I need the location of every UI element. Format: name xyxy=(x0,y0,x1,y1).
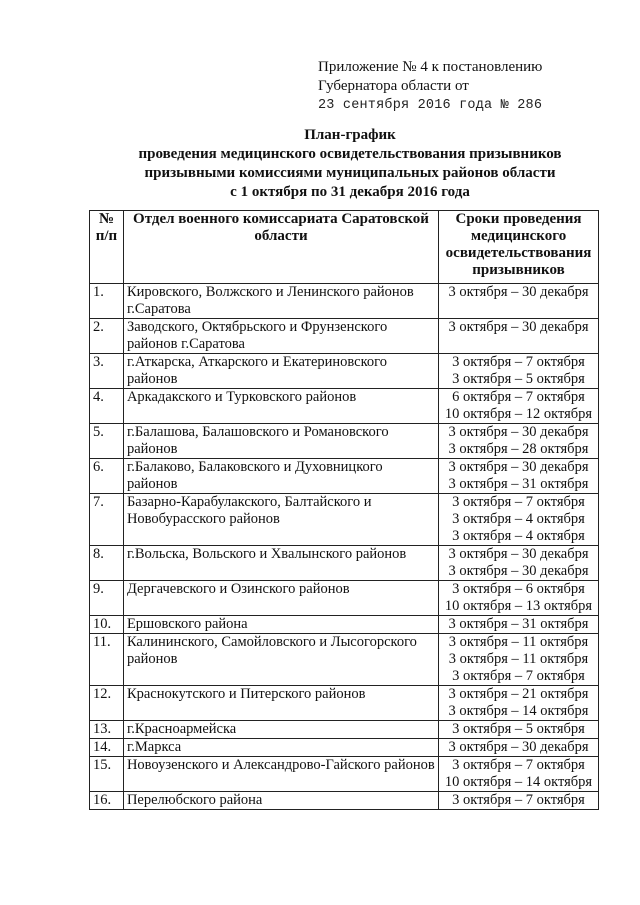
date-range: 3 октября – 21 октября xyxy=(448,686,589,702)
table-row xyxy=(90,284,599,319)
date-range: 3 октября – 30 декабря xyxy=(448,739,589,755)
date-range: 10 октября – 14 октября xyxy=(444,774,593,790)
row-number: 16. xyxy=(90,792,124,810)
row-dates xyxy=(439,721,599,739)
table-row xyxy=(90,459,599,494)
row-dates xyxy=(439,686,599,721)
date-range: 3 октября – 14 октября xyxy=(448,703,589,719)
table-row xyxy=(90,546,599,581)
table-row xyxy=(90,686,599,721)
header-department: Отдел военного комиссариата Саратовской области xyxy=(123,211,438,284)
date-range: 3 октября – 28 октября xyxy=(448,441,589,457)
row-dates xyxy=(439,494,599,546)
row-number: 7. xyxy=(90,494,124,546)
row-number: 3. xyxy=(90,354,124,389)
table-row xyxy=(90,581,599,616)
date-range: 10 октября – 12 октября xyxy=(444,406,593,422)
date-range: 3 октября – 30 декабря xyxy=(448,563,589,579)
date-range: 3 октября – 6 октября xyxy=(452,581,585,597)
header-date-line: 23 сентября 2016 года № 286 xyxy=(318,98,543,113)
date-range: 3 октября – 30 декабря xyxy=(448,424,589,440)
row-dates xyxy=(439,616,599,634)
date-range: 3 октября – 7 октября xyxy=(452,494,585,510)
table-row xyxy=(90,739,599,757)
row-department: г.Аткарска, Аткарского и Екатериновского районов xyxy=(123,354,438,389)
date-range: 3 октября – 4 октября xyxy=(452,528,585,544)
row-number: 6. xyxy=(90,459,124,494)
row-dates xyxy=(439,389,599,424)
row-department: Кировского, Волжского и Ленинского районов г.Саратова xyxy=(123,284,438,319)
date-range: 3 октября – 5 октября xyxy=(452,371,585,387)
row-number: 1. xyxy=(90,284,124,319)
table-row xyxy=(90,319,599,354)
title-line-4: с 1 октября по 31 декабря 2016 года xyxy=(230,184,470,200)
document-title xyxy=(70,126,630,202)
table-row xyxy=(90,389,599,424)
row-department: г.Балаково, Балаковского и Духовницкого районов xyxy=(123,459,438,494)
row-dates xyxy=(439,546,599,581)
row-department: г.Маркса xyxy=(123,739,438,757)
row-number: 13. xyxy=(90,721,124,739)
row-department: Калининского, Самойловского и Лысогорского районов xyxy=(123,634,438,686)
table-row xyxy=(90,792,599,810)
title-line-2: проведения медицинского освидетельствования призывников xyxy=(138,146,562,162)
date-range: 3 октября – 7 октября xyxy=(452,757,585,773)
row-number: 10. xyxy=(90,616,124,634)
date-range: 3 октября – 31 октября xyxy=(448,476,589,492)
table-body xyxy=(90,284,599,810)
table-row xyxy=(90,424,599,459)
row-department: Аркадакского и Турковского районов xyxy=(123,389,438,424)
row-department: Ершовского района xyxy=(123,616,438,634)
date-range: 3 октября – 4 октября xyxy=(452,511,585,527)
row-number: 5. xyxy=(90,424,124,459)
date-range: 3 октября – 31 октября xyxy=(448,616,589,632)
row-number: 12. xyxy=(90,686,124,721)
row-number: 11. xyxy=(90,634,124,686)
header-dates: Сроки проведения медицинского освидетельствования призывников xyxy=(439,211,599,284)
title-line-1: План-график xyxy=(304,127,396,143)
row-department: Заводского, Октябрьского и Фрунзенского районов г.Саратова xyxy=(123,319,438,354)
row-dates xyxy=(439,739,599,757)
row-department: Базарно-Карабулакского, Балтайского и Новобурасского районов xyxy=(123,494,438,546)
date-range: 3 октября – 7 октября xyxy=(452,792,585,808)
row-department: г.Красноармейска xyxy=(123,721,438,739)
row-number: 2. xyxy=(90,319,124,354)
header-number: № п/п xyxy=(90,211,124,284)
row-number: 4. xyxy=(90,389,124,424)
row-number: 8. xyxy=(90,546,124,581)
row-dates xyxy=(439,424,599,459)
date-range: 3 октября – 7 октября xyxy=(452,668,585,684)
date-range: 3 октября – 7 октября xyxy=(452,354,585,370)
table-row xyxy=(90,354,599,389)
row-dates xyxy=(439,792,599,810)
row-department: г.Вольска, Вольского и Хвалынского районов xyxy=(123,546,438,581)
table-row xyxy=(90,757,599,792)
row-department: Дергачевского и Озинского районов xyxy=(123,581,438,616)
row-number: 15. xyxy=(90,757,124,792)
row-department: Перелюбского района xyxy=(123,792,438,810)
row-number: 9. xyxy=(90,581,124,616)
date-range: 10 октября – 13 октября xyxy=(444,598,593,614)
row-department: г.Балашова, Балашовского и Романовского районов xyxy=(123,424,438,459)
schedule-table xyxy=(89,210,599,810)
date-range: 3 октября – 11 октября xyxy=(448,634,589,650)
date-range: 3 октября – 30 декабря xyxy=(448,319,589,335)
table-header-row xyxy=(90,211,599,284)
row-dates xyxy=(439,319,599,354)
table-row xyxy=(90,616,599,634)
row-department: Новоузенского и Александрово-Гайского районов xyxy=(123,757,438,792)
header-line-2: Губернатора области от xyxy=(318,78,469,94)
row-number: 14. xyxy=(90,739,124,757)
date-range: 3 октября – 5 октября xyxy=(452,721,585,737)
title-line-3: призывными комиссиями муниципальных районов области xyxy=(144,165,556,181)
date-range: 3 октября – 30 декабря xyxy=(448,459,589,475)
table-row xyxy=(90,721,599,739)
date-range: 6 октября – 7 октября xyxy=(452,389,585,405)
row-dates xyxy=(439,354,599,389)
row-dates xyxy=(439,634,599,686)
document-header xyxy=(318,58,618,115)
row-dates xyxy=(439,284,599,319)
table-row xyxy=(90,494,599,546)
row-dates xyxy=(439,459,599,494)
date-range: 3 октября – 30 декабря xyxy=(448,284,589,300)
table-row xyxy=(90,634,599,686)
row-department: Краснокутского и Питерского районов xyxy=(123,686,438,721)
header-line-1: Приложение № 4 к постановлению xyxy=(318,59,543,75)
row-dates xyxy=(439,581,599,616)
date-range: 3 октября – 11 октября xyxy=(448,651,589,667)
date-range: 3 октября – 30 декабря xyxy=(448,546,589,562)
row-dates xyxy=(439,757,599,792)
